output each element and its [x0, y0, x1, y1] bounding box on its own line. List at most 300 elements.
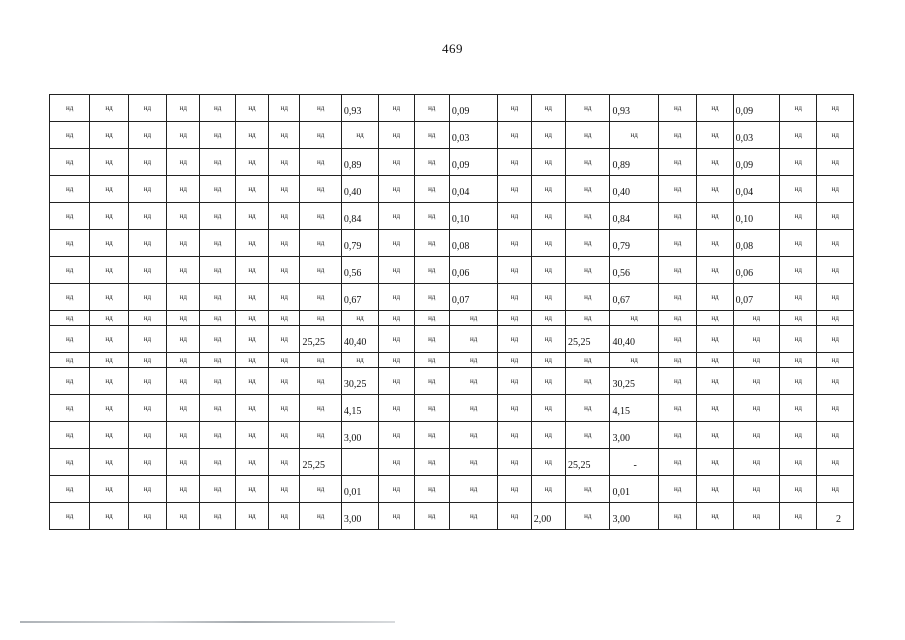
table-cell: нд [733, 368, 779, 395]
table-row [50, 149, 854, 176]
table-cell: нд [817, 326, 854, 353]
table-cell: нд [50, 422, 90, 449]
data-table [49, 94, 854, 530]
table-cell: 3,00 [341, 503, 378, 530]
table-cell: нд [235, 422, 268, 449]
table-cell: нд [200, 368, 235, 395]
table-cell [341, 449, 378, 476]
table-cell: нд [498, 95, 531, 122]
table-cell: нд [498, 176, 531, 203]
table-cell: нд [269, 422, 300, 449]
table-row [50, 476, 854, 503]
table-cell: нд [235, 122, 268, 149]
table-cell: нд [610, 122, 658, 149]
table-cell: нд [498, 149, 531, 176]
table-cell: нд [90, 503, 128, 530]
table-cell: 25,25 [566, 326, 610, 353]
table-cell: 2,00 [531, 503, 565, 530]
table-cell: нд [531, 311, 565, 326]
table-cell: нд [531, 368, 565, 395]
table-cell: нд [90, 368, 128, 395]
table-cell: 0,08 [449, 230, 497, 257]
table-cell: нд [167, 422, 200, 449]
table-cell: нд [90, 257, 128, 284]
table-cell: нд [817, 122, 854, 149]
table-cell: нд [697, 149, 733, 176]
table-cell: нд [733, 503, 779, 530]
table-cell: нд [269, 176, 300, 203]
table-cell: нд [269, 95, 300, 122]
table-cell: 0,67 [610, 284, 658, 311]
table-cell: нд [531, 422, 565, 449]
table-row [50, 368, 854, 395]
table-cell: нд [566, 176, 610, 203]
table-cell: нд [414, 95, 449, 122]
table-cell: нд [449, 476, 497, 503]
table-cell: нд [566, 257, 610, 284]
table-cell: нд [167, 257, 200, 284]
table-cell: нд [733, 326, 779, 353]
table-cell: нд [414, 395, 449, 422]
table-cell: нд [200, 257, 235, 284]
table-cell: нд [658, 503, 696, 530]
table-cell: нд [167, 122, 200, 149]
table-cell: нд [50, 476, 90, 503]
table-cell: нд [498, 368, 531, 395]
table-cell: нд [780, 149, 817, 176]
table-cell: нд [697, 353, 733, 368]
table-cell: нд [90, 284, 128, 311]
table-cell: нд [658, 449, 696, 476]
table-cell: 40,40 [610, 326, 658, 353]
table-cell: 0,10 [733, 203, 779, 230]
table-cell: нд [300, 353, 341, 368]
table-cell: 25,25 [566, 449, 610, 476]
table-cell: нд [167, 326, 200, 353]
table-cell: нд [414, 149, 449, 176]
table-cell: нд [379, 395, 414, 422]
table-cell: нд [658, 326, 696, 353]
table-row [50, 422, 854, 449]
table-cell: нд [817, 230, 854, 257]
table-row [50, 353, 854, 368]
table-cell: 0,40 [341, 176, 378, 203]
table-cell: нд [235, 203, 268, 230]
table-cell: нд [300, 122, 341, 149]
table-cell: нд [235, 176, 268, 203]
table-cell: 0,56 [341, 257, 378, 284]
table-cell: нд [780, 395, 817, 422]
table-row [50, 257, 854, 284]
table-cell: нд [531, 395, 565, 422]
table-cell: нд [610, 311, 658, 326]
table-cell: нд [300, 422, 341, 449]
table-cell: нд [235, 395, 268, 422]
table-cell: нд [269, 257, 300, 284]
table-cell: нд [414, 368, 449, 395]
table-cell: нд [200, 149, 235, 176]
table-cell: нд [90, 122, 128, 149]
table-cell: нд [658, 122, 696, 149]
table-cell: 0,07 [733, 284, 779, 311]
table-cell: нд [50, 122, 90, 149]
table-cell: нд [269, 230, 300, 257]
table-cell: нд [531, 230, 565, 257]
table-cell: нд [379, 353, 414, 368]
table-cell: нд [449, 449, 497, 476]
table-cell: нд [379, 449, 414, 476]
table-cell: нд [658, 476, 696, 503]
table-cell: нд [817, 203, 854, 230]
table-cell: нд [50, 395, 90, 422]
table-cell: нд [200, 176, 235, 203]
table-cell: нд [269, 311, 300, 326]
table-cell: нд [498, 257, 531, 284]
table-cell: нд [531, 203, 565, 230]
table-cell: нд [697, 230, 733, 257]
table-cell: нд [780, 203, 817, 230]
table-cell: нд [167, 149, 200, 176]
table-cell: нд [817, 311, 854, 326]
table-cell: 0,93 [341, 95, 378, 122]
table-cell: нд [697, 503, 733, 530]
table-cell: нд [379, 503, 414, 530]
table-cell: нд [733, 449, 779, 476]
table-cell: нд [269, 503, 300, 530]
table-cell: нд [697, 176, 733, 203]
table-cell: нд [658, 149, 696, 176]
table-cell: нд [269, 395, 300, 422]
table-cell: нд [566, 503, 610, 530]
table-cell: нд [269, 149, 300, 176]
table-cell: нд [780, 449, 817, 476]
table-cell: нд [200, 95, 235, 122]
table-cell: нд [379, 230, 414, 257]
table-cell: нд [566, 353, 610, 368]
table-cell: нд [566, 476, 610, 503]
table-cell: нд [235, 149, 268, 176]
table-row [50, 326, 854, 353]
table-row [50, 230, 854, 257]
table-cell: нд [817, 284, 854, 311]
table-cell: нд [414, 326, 449, 353]
table-cell: нд [817, 176, 854, 203]
table-cell: нд [90, 476, 128, 503]
table-cell: нд [414, 284, 449, 311]
table-cell: нд [658, 203, 696, 230]
table-cell: нд [235, 353, 268, 368]
table-cell: нд [167, 176, 200, 203]
table-cell: нд [780, 122, 817, 149]
table-cell: 0,89 [341, 149, 378, 176]
table-cell: нд [50, 203, 90, 230]
table-cell: нд [269, 284, 300, 311]
table-cell: нд [817, 368, 854, 395]
table-cell: 40,40 [341, 326, 378, 353]
table-cell: 0,04 [733, 176, 779, 203]
table-cell: нд [697, 284, 733, 311]
scan-artifact-line [20, 621, 395, 623]
table-cell: нд [50, 257, 90, 284]
table-cell: нд [269, 122, 300, 149]
table-cell: 0,08 [733, 230, 779, 257]
table-cell: нд [50, 95, 90, 122]
table-cell: нд [300, 284, 341, 311]
table-cell: 0,84 [610, 203, 658, 230]
table-cell: нд [167, 476, 200, 503]
table-cell: нд [128, 95, 166, 122]
table-cell: нд [817, 449, 854, 476]
table-cell: нд [128, 395, 166, 422]
table-cell: нд [379, 476, 414, 503]
table-cell: нд [128, 149, 166, 176]
table-cell: нд [658, 368, 696, 395]
table-cell: нд [566, 203, 610, 230]
table-cell: нд [300, 257, 341, 284]
table-body [50, 95, 854, 530]
table-cell: 0,40 [610, 176, 658, 203]
table-cell: нд [498, 230, 531, 257]
table-cell: нд [128, 449, 166, 476]
table-cell: 0,10 [449, 203, 497, 230]
table-cell: нд [341, 353, 378, 368]
table-cell: нд [167, 95, 200, 122]
table-cell: нд [658, 257, 696, 284]
table-cell: нд [200, 476, 235, 503]
table-cell: нд [566, 395, 610, 422]
table-cell: нд [780, 257, 817, 284]
table-cell: нд [379, 176, 414, 203]
table-cell: нд [449, 311, 497, 326]
table-cell: нд [414, 476, 449, 503]
table-cell: 2 [817, 503, 854, 530]
table-cell: нд [697, 122, 733, 149]
table-cell: нд [780, 353, 817, 368]
table-cell: нд [269, 449, 300, 476]
table-cell: нд [658, 311, 696, 326]
table-cell: нд [697, 395, 733, 422]
table-cell: нд [414, 203, 449, 230]
table-row [50, 311, 854, 326]
table-cell: нд [90, 176, 128, 203]
table-cell: нд [697, 203, 733, 230]
table-cell: нд [167, 395, 200, 422]
table-row [50, 203, 854, 230]
table-cell: нд [235, 449, 268, 476]
table-cell: нд [414, 176, 449, 203]
table-cell: нд [200, 284, 235, 311]
table-cell: нд [128, 326, 166, 353]
table-cell: нд [128, 311, 166, 326]
table-cell: нд [817, 149, 854, 176]
table-cell: нд [379, 122, 414, 149]
table-cell: нд [235, 311, 268, 326]
table-cell: нд [498, 353, 531, 368]
table-row [50, 95, 854, 122]
table-cell: 0,03 [733, 122, 779, 149]
table-cell: нд [780, 422, 817, 449]
table-cell: нд [531, 176, 565, 203]
table-cell: нд [780, 284, 817, 311]
table-cell: нд [780, 476, 817, 503]
table-cell: нд [449, 353, 497, 368]
table-cell: нд [379, 311, 414, 326]
table-cell: 3,00 [610, 422, 658, 449]
table-cell: нд [379, 149, 414, 176]
table-row [50, 122, 854, 149]
table-cell: 0,09 [449, 149, 497, 176]
table-cell: нд [414, 422, 449, 449]
table-cell: нд [128, 122, 166, 149]
table-cell: нд [300, 395, 341, 422]
table-cell: нд [697, 326, 733, 353]
table-cell: нд [697, 422, 733, 449]
table-cell: нд [269, 353, 300, 368]
table-cell: нд [200, 422, 235, 449]
table-cell: нд [733, 476, 779, 503]
table-cell: нд [780, 311, 817, 326]
table-cell: нд [300, 203, 341, 230]
table-cell: нд [90, 149, 128, 176]
table-cell: нд [300, 476, 341, 503]
table-cell: нд [498, 284, 531, 311]
table-cell: нд [697, 95, 733, 122]
table-cell: нд [658, 176, 696, 203]
table-cell: нд [50, 284, 90, 311]
table-cell: нд [697, 449, 733, 476]
table-cell: нд [780, 176, 817, 203]
table-cell: нд [498, 449, 531, 476]
table-cell: нд [780, 230, 817, 257]
table-cell: нд [200, 326, 235, 353]
table-cell: нд [531, 476, 565, 503]
table-cell: 0,56 [610, 257, 658, 284]
table-cell: 0,09 [449, 95, 497, 122]
table-cell: 25,25 [300, 326, 341, 353]
table-cell: 0,03 [449, 122, 497, 149]
table-cell: нд [50, 230, 90, 257]
table-cell: нд [379, 326, 414, 353]
table-cell: 0,06 [449, 257, 497, 284]
table-row [50, 449, 854, 476]
table-cell: нд [269, 203, 300, 230]
table-cell: нд [658, 95, 696, 122]
table-cell: 0,79 [341, 230, 378, 257]
table-cell: нд [566, 422, 610, 449]
table-cell: 30,25 [610, 368, 658, 395]
table-cell: нд [449, 422, 497, 449]
table-cell: нд [449, 368, 497, 395]
table-cell: нд [300, 368, 341, 395]
table-row [50, 176, 854, 203]
table-cell: нд [780, 95, 817, 122]
table-cell: нд [498, 311, 531, 326]
table-cell: нд [128, 284, 166, 311]
table-cell: нд [379, 284, 414, 311]
table-cell: нд [200, 122, 235, 149]
table-cell: нд [697, 368, 733, 395]
table-cell: нд [50, 311, 90, 326]
table-cell: нд [697, 476, 733, 503]
table-cell: нд [128, 422, 166, 449]
table-cell: нд [300, 503, 341, 530]
table-cell: нд [566, 230, 610, 257]
table-cell: 30,25 [341, 368, 378, 395]
table-cell: нд [498, 326, 531, 353]
table-cell: нд [235, 503, 268, 530]
table-cell: нд [658, 422, 696, 449]
table-cell: нд [531, 326, 565, 353]
table-cell: нд [128, 368, 166, 395]
table-cell: нд [697, 311, 733, 326]
table-cell: нд [128, 257, 166, 284]
table-cell: 0,06 [733, 257, 779, 284]
table-cell: нд [498, 503, 531, 530]
table-cell: нд [531, 122, 565, 149]
table-cell: нд [449, 395, 497, 422]
page-number: 469 [442, 41, 463, 56]
table-cell: нд [167, 368, 200, 395]
table-cell: нд [780, 368, 817, 395]
table-cell: нд [200, 230, 235, 257]
table-cell: нд [90, 203, 128, 230]
table-cell: нд [498, 122, 531, 149]
table-cell: нд [817, 257, 854, 284]
table-cell: нд [200, 395, 235, 422]
table-cell: нд [498, 476, 531, 503]
table-cell: нд [50, 176, 90, 203]
table-cell: 0,01 [610, 476, 658, 503]
table-cell: нд [167, 203, 200, 230]
table-cell: нд [269, 368, 300, 395]
table-cell: нд [90, 230, 128, 257]
table-cell: нд [128, 230, 166, 257]
table-cell: нд [566, 311, 610, 326]
table-cell: нд [167, 449, 200, 476]
table-cell: нд [128, 176, 166, 203]
table-cell: нд [498, 395, 531, 422]
table-cell: нд [200, 311, 235, 326]
table-cell: - [610, 449, 658, 476]
table-cell: нд [566, 122, 610, 149]
table-cell: нд [531, 284, 565, 311]
table-cell: нд [379, 368, 414, 395]
table-cell: нд [697, 257, 733, 284]
table-cell: нд [566, 149, 610, 176]
table-cell: 0,84 [341, 203, 378, 230]
table-cell: 0,79 [610, 230, 658, 257]
table-cell: нд [531, 353, 565, 368]
table-cell: нд [733, 395, 779, 422]
table-cell: нд [498, 422, 531, 449]
table-cell: нд [167, 311, 200, 326]
table-cell: нд [50, 368, 90, 395]
table-cell: нд [531, 95, 565, 122]
table-cell: нд [90, 311, 128, 326]
table-cell: нд [817, 422, 854, 449]
table-cell: нд [531, 257, 565, 284]
table-cell: нд [90, 95, 128, 122]
table-cell: нд [379, 422, 414, 449]
table-cell: 0,01 [341, 476, 378, 503]
table-cell: нд [414, 122, 449, 149]
table-cell: нд [50, 149, 90, 176]
table-cell: нд [817, 95, 854, 122]
table-cell: нд [379, 257, 414, 284]
table-cell: 0,09 [733, 149, 779, 176]
table-cell: нд [200, 353, 235, 368]
table-cell: нд [379, 203, 414, 230]
